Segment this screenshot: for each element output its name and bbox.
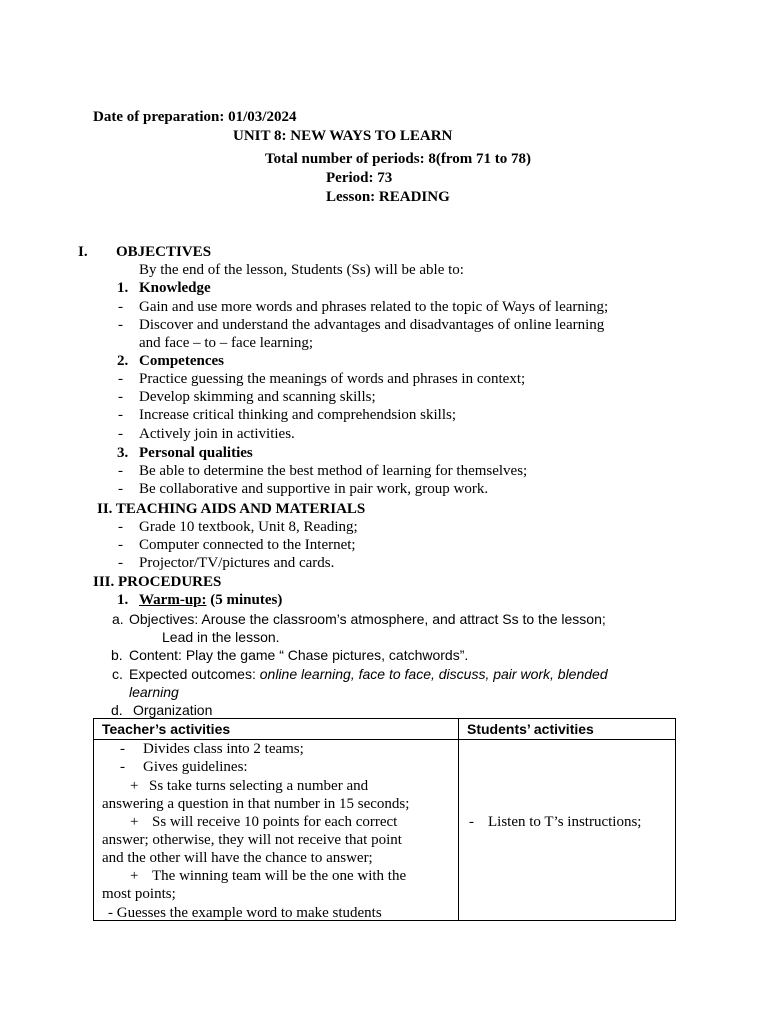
- item-d-marker: d.: [111, 702, 123, 718]
- teacher-line: Ss take turns selecting a number and: [149, 778, 369, 794]
- competence-item: Actively join in activities.: [139, 426, 295, 442]
- period-number: Period: 73: [326, 170, 393, 186]
- objectives-numeral: I.: [78, 244, 88, 260]
- bullet-dash: -: [118, 407, 123, 423]
- teacher-line: - Guesses the example word to make students: [108, 905, 382, 921]
- bullet-plus: +: [130, 814, 139, 830]
- knowledge-item: Discover and understand the advantages and disadvantages of online learning: [139, 317, 605, 333]
- content-line: Content: Play the game “ Chase pictures, catchwords”.: [129, 647, 469, 663]
- knowledge-item: Gain and use more words and phrases related to the topic of Ways of learning;: [139, 299, 609, 315]
- bullet-dash: -: [118, 463, 123, 479]
- teacher-line: Divides class into 2 teams;: [143, 741, 304, 757]
- students-activities-header: Students’ activities: [459, 719, 676, 740]
- total-periods: Total number of periods: 8(from 71 to 78): [265, 151, 531, 167]
- lesson-title: Lesson: READING: [326, 189, 450, 205]
- bullet-dash: -: [469, 814, 474, 830]
- expected-outcomes-label: Expected outcomes:: [129, 666, 260, 682]
- bullet-plus: +: [130, 778, 139, 794]
- bullet-dash: -: [118, 481, 123, 497]
- competence-item: Increase critical thinking and comprehendsion skills;: [139, 407, 456, 423]
- teacher-line: most points;: [102, 886, 176, 902]
- qualities-number: 3.: [117, 445, 129, 461]
- item-a-marker: a.: [112, 611, 124, 627]
- aid-item: Computer connected to the Internet;: [139, 537, 356, 553]
- expected-outcomes-cont: learning: [129, 684, 179, 700]
- teacher-line: Gives guidelines:: [143, 759, 248, 775]
- quality-item: Be collaborative and supportive in pair work, group work.: [139, 481, 489, 497]
- student-line: Listen to T’s instructions;: [488, 814, 642, 830]
- warmup-label: Warm-up:: [139, 592, 207, 608]
- date-of-preparation: Date of preparation: 01/03/2024: [93, 109, 297, 125]
- teacher-line: The winning team will be the one with the: [152, 868, 407, 884]
- unit-title: UNIT 8: NEW WAYS TO LEARN: [233, 128, 453, 144]
- activities-table: [93, 718, 676, 921]
- teacher-activities-header: Teacher’s activities: [94, 719, 459, 740]
- bullet-dash: -: [118, 299, 123, 315]
- teacher-line: and the other will have the chance to answer;: [102, 850, 373, 866]
- aid-item: Projector/TV/pictures and cards.: [139, 555, 335, 571]
- procedures-heading: III. PROCEDURES: [93, 574, 222, 590]
- objectives-line: Objectives: Arouse the classroom’s atmosphere, and attract Ss to the lesson;: [129, 611, 606, 627]
- table-header-row: [94, 719, 676, 740]
- competences-heading: Competences: [139, 353, 224, 369]
- knowledge-heading: Knowledge: [139, 280, 211, 296]
- aids-heading: II. TEACHING AIDS AND MATERIALS: [97, 501, 366, 517]
- competence-item: Practice guessing the meanings of words and phrases in context;: [139, 371, 526, 387]
- warmup-heading: [139, 591, 282, 609]
- bullet-dash: -: [118, 426, 123, 442]
- competences-number: 2.: [117, 353, 129, 369]
- expected-outcomes-line: [129, 665, 608, 683]
- knowledge-item-cont: and face – to – face learning;: [139, 335, 314, 351]
- qualities-heading: Personal qualities: [139, 445, 253, 461]
- item-b-marker: b.: [111, 647, 123, 663]
- item-c-marker: c.: [112, 666, 123, 682]
- bullet-dash: -: [120, 741, 125, 757]
- teacher-line: answer; otherwise, they will not receive that point: [102, 832, 402, 848]
- organization-line: Organization: [133, 702, 213, 718]
- aid-item: Grade 10 textbook, Unit 8, Reading;: [139, 519, 358, 535]
- bullet-dash: -: [118, 519, 123, 535]
- bullet-dash: -: [118, 317, 123, 333]
- knowledge-number: 1.: [117, 280, 129, 296]
- objectives-intro: By the end of the lesson, Students (Ss) will be able to:: [139, 262, 464, 278]
- expected-outcomes-words: online learning, face to face, discuss, pair work, blended: [259, 666, 608, 682]
- bullet-plus: +: [130, 868, 139, 884]
- bullet-dash: -: [118, 555, 123, 571]
- table-row: [94, 740, 676, 921]
- bullet-dash: -: [118, 537, 123, 553]
- objectives-line-cont: Lead in the lesson.: [162, 629, 280, 645]
- objectives-heading: OBJECTIVES: [116, 244, 212, 260]
- bullet-dash: -: [118, 371, 123, 387]
- teacher-line: Ss will receive 10 points for each correct: [152, 814, 398, 830]
- teacher-activities-cell: [94, 740, 459, 921]
- bullet-dash: -: [120, 759, 125, 775]
- competence-item: Develop skimming and scanning skills;: [139, 389, 376, 405]
- warmup-number: 1.: [117, 592, 129, 608]
- bullet-dash: -: [118, 389, 123, 405]
- students-activities-cell: [459, 740, 676, 921]
- quality-item: Be able to determine the best method of learning for themselves;: [139, 463, 528, 479]
- warmup-time: (5 minutes): [210, 592, 283, 608]
- teacher-line: answering a question in that number in 15 seconds;: [102, 796, 410, 812]
